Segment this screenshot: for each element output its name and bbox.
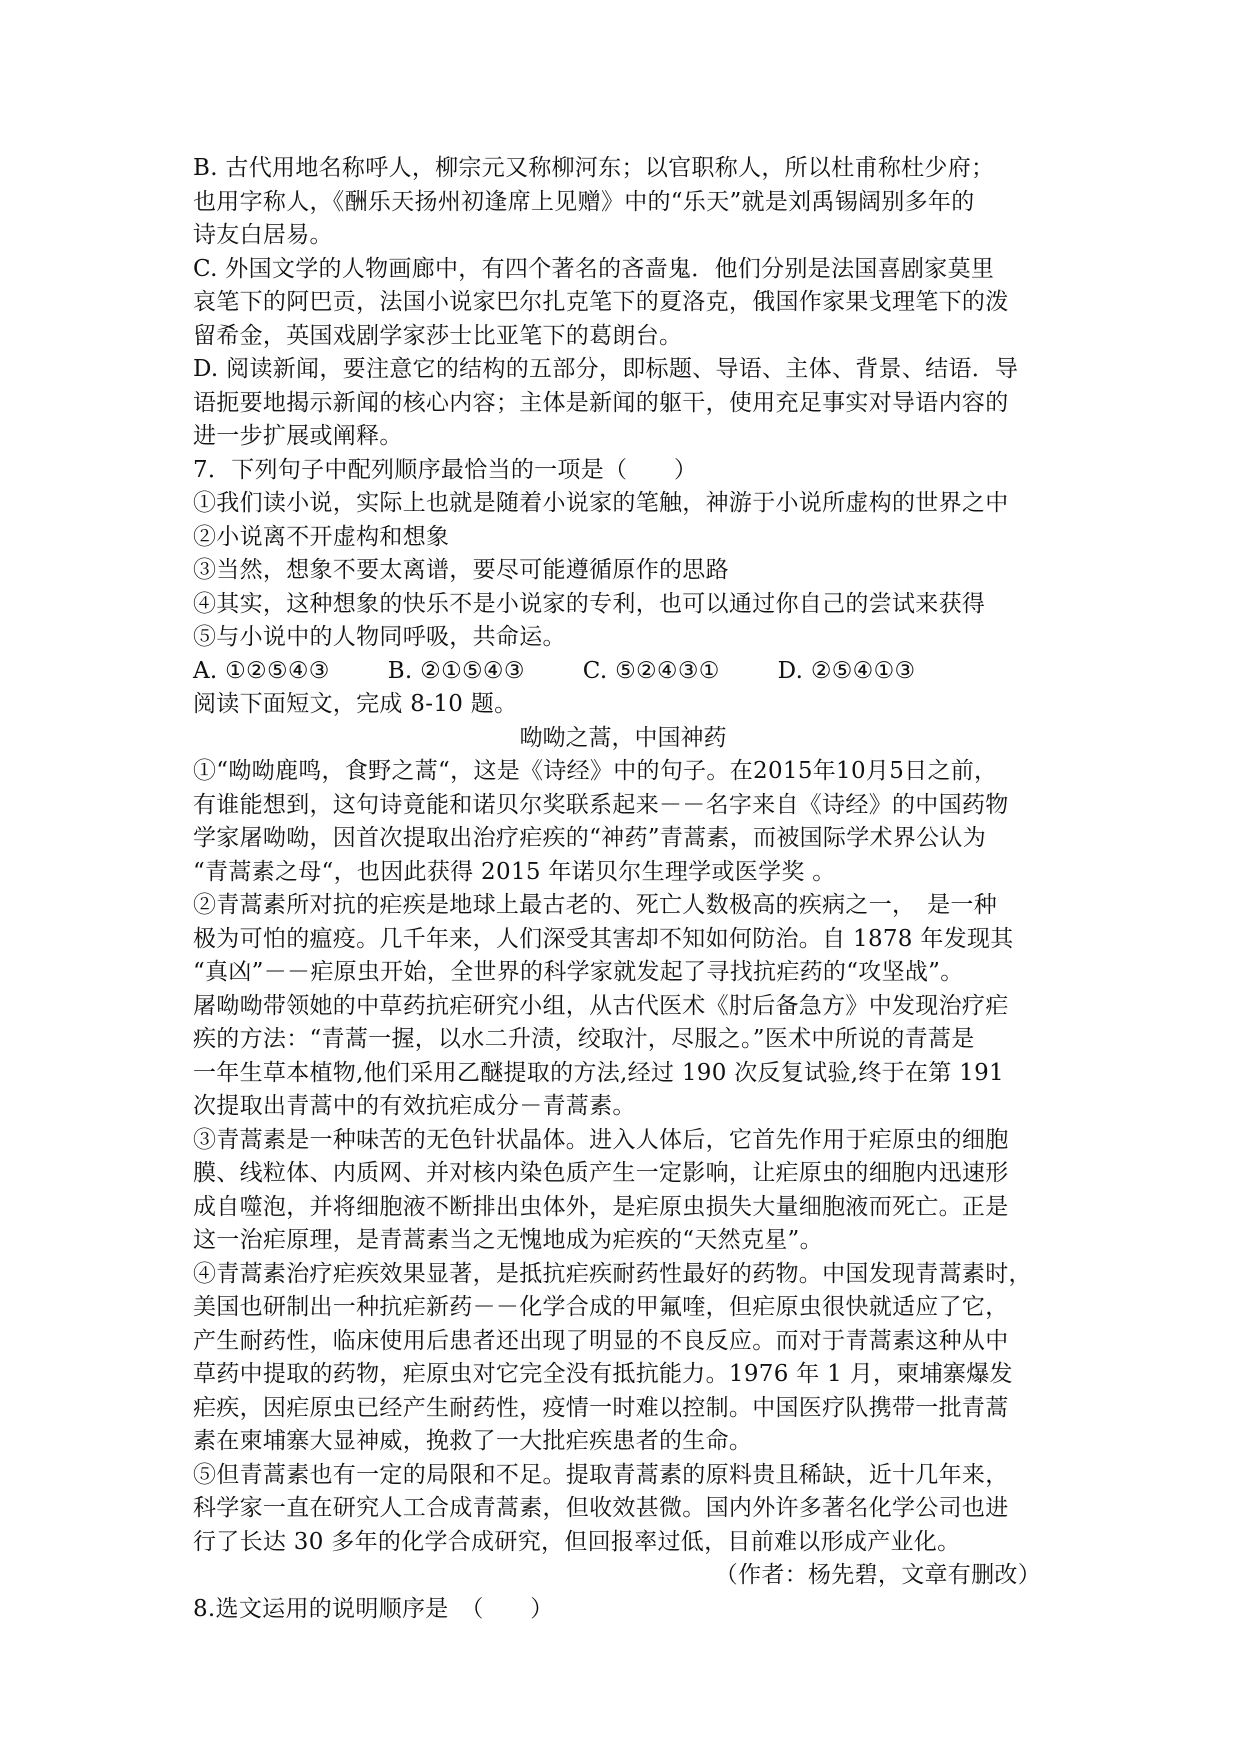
text-line: B. 古代用地名称呼人，柳宗元又称柳河东；以官职称人，所以杜甫称杜少府； (193, 155, 995, 181)
text-line: “青蒿素之母“，也因此获得 2015 年诺贝尔生理学或医学奖 。 (193, 858, 836, 885)
text-line: ②青蒿素所对抗的疟疾是地球上最古老的、死亡人数极高的疾病之一， 是一种 (193, 892, 997, 918)
text-line: 哀笔下的阿巴贡，法国小说家巴尔扎克笔下的夏洛克，俄国作家果戈理笔下的泼 (193, 289, 1009, 315)
paragraph-3 (193, 1124, 1053, 1258)
option-a: A. ①②⑤④③ (193, 657, 330, 684)
option-b: B. ②①⑤④③ (387, 657, 525, 684)
text-line: 膜、线粒体、内质网、并对核内染色质产生一定影响，让疟原虫的细胞内迅速形 (193, 1160, 1009, 1186)
text-line: ①“呦呦鹿鸣，食野之蒿“，这是《诗经》中的句子。在2015年10月5日之前， (193, 758, 998, 784)
reading-instruction: 阅读下面短文，完成 8-10 题。 (193, 691, 518, 717)
text-line: 疾的方法：“青蒿一握，以水二升渍，绞取汁，尽服之。”医术中所说的青蒿是 (193, 1026, 975, 1052)
answer-options (193, 655, 1053, 689)
sentence-2: ②小说离不开虚构和想象 (193, 523, 450, 550)
article-attribution: （作者：杨先碧，文章有删改） (714, 1562, 1041, 1588)
text-line: 留希金，英国戏剧学家莎士比亚笔下的葛朗台。 (193, 322, 683, 349)
text-line: C. 外国文学的人物画廊中，有四个著名的吝啬鬼．他们分别是法国喜剧家莫里 (193, 255, 995, 282)
text-line: 学家屠呦呦，因首次提取出治疗疟疾的“神药”青蒿素，而被国际学术界公认为 (193, 825, 987, 851)
option-c: C. ⑤②④③① (582, 657, 720, 684)
text-line: 进一步扩展或阐释。 (193, 423, 403, 449)
question-stem: 7．下列句子中配列顺序最恰当的一项是（ ） (193, 456, 698, 483)
article (193, 722, 1053, 1593)
text-line: D. 阅读新闻，要注意它的结构的五部分，即标题、导语、主体、背景、结语．导 (193, 356, 1019, 382)
sentence-1: ①我们读小说，实际上也就是随着小说家的笔触，神游于小说所虚构的世界之中 (193, 490, 1009, 516)
sentence-4: ④其实，这种想象的快乐不是小说家的专利，也可以通过你自己的尝试来获得 (193, 590, 986, 617)
text-line: 美国也研制出一种抗疟新药－－化学合成的甲氟喹，但疟原虫很快就适应了它， (193, 1294, 1009, 1320)
text-line: 产生耐药性，临床使用后患者还出现了明显的不良反应。而对于青蒿素这种从中 (193, 1327, 1009, 1354)
text-line: 次提取出青蒿中的有效抗疟成分－青蒿素。 (193, 1093, 636, 1119)
text-line: 语扼要地揭示新闻的核心内容；主体是新闻的躯干，使用充足事实对导语内容的 (193, 389, 1009, 416)
question-8: 8.选文运用的说明顺序是 （ ） (193, 1595, 554, 1622)
text-line: 诗友白居易。 (193, 222, 333, 248)
text-line: 一年生草本植物,他们采用乙醚提取的方法,经过 190 次反复试验,终于在第 191 (193, 1059, 1004, 1086)
text-line: 素在柬埔寨大显神威，挽救了一大批疟疾患者的生命。 (193, 1428, 753, 1454)
q6-option-d (193, 353, 1053, 454)
text-line: 行了长达 30 多年的化学合成研究，但回报率过低，目前难以形成产业化。 (193, 1528, 961, 1555)
q6-option-c (193, 253, 1053, 354)
text-line: 疟疾，因疟原虫已经产生耐药性，疫情一时难以控制。中国医疗队携带一批青蒿 (193, 1394, 1009, 1421)
text-line: 极为可怕的瘟疫。几千年来，人们深受其害却不知如何防治。自 1878 年发现其 (193, 925, 1014, 952)
text-line: 科学家一直在研究人工合成青蒿素，但收效甚微。国内外许多著名化学公司也进 (193, 1495, 1009, 1521)
text-line: ③青蒿素是一种味苦的无色针状晶体。进入人体后，它首先作用于疟原虫的细胞 (193, 1126, 1009, 1153)
text-line: “真凶”－－疟原虫开始，全世界的科学家就发起了寻找抗疟药的“攻坚战”。 (193, 959, 964, 985)
text-line: 屠呦呦带领她的中草药抗疟研究小组，从古代医术《肘后备急方》中发现治疗疟 (193, 992, 1009, 1019)
sentence-3: ③当然，想象不要太离谱，要尽可能遵循原作的思路 (193, 557, 729, 583)
text-line: 成自噬泡，并将细胞液不断排出虫体外，是疟原虫损失大量细胞液而死亡。正是 (193, 1193, 1009, 1220)
text-line: 有谁能想到，这句诗竟能和诺贝尔奖联系起来－－名字来自《诗经》的中国药物 (193, 791, 1009, 818)
option-d: D. ②⑤④①③ (777, 657, 916, 684)
paragraph-4 (193, 1258, 1053, 1459)
q6-option-b (193, 152, 1053, 253)
paragraph-1 (193, 755, 1053, 889)
text-line: 草药中提取的药物，疟原虫对它完全没有抵抗能力。1976 年 1 月，柬埔寨爆发 (193, 1361, 1013, 1387)
text-line: ⑤但青蒿素也有一定的局限和不足。提取青蒿素的原料贵且稀缺，近十几年来， (193, 1461, 1009, 1488)
paragraph-2 (193, 889, 1053, 1124)
article-title: 呦呦之蒿，中国神药 (519, 724, 727, 751)
text-line: 也用字称人，《酬乐天扬州初逢席上见赠》中的“乐天”就是刘禹锡阔别多年的 (193, 188, 975, 215)
text-line: 这一治疟原理，是青蒿素当之无愧地成为疟疾的“天然克星”。 (193, 1227, 823, 1253)
paragraph-5 (193, 1459, 1053, 1560)
text-line: ④青蒿素治疗疟疾效果显著，是抵抗疟疾耐药性最好的药物。中国发现青蒿素时， (193, 1260, 1032, 1287)
question-7 (193, 454, 1053, 689)
sentence-5: ⑤与小说中的人物同呼吸，共命运。 (193, 624, 566, 650)
document-page (193, 152, 1053, 1626)
